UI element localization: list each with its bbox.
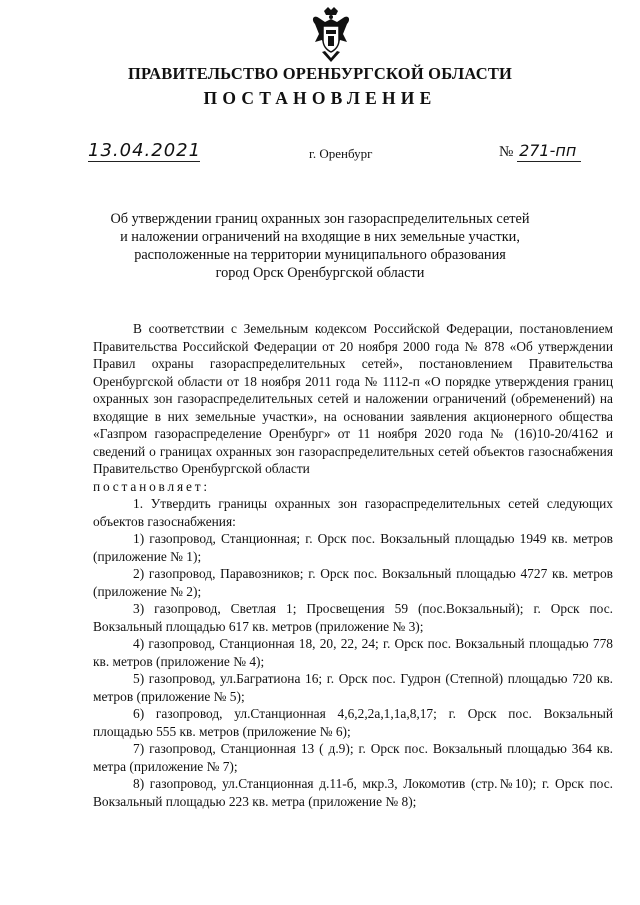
- list-item: 4) газопровод, Станционная 18, 20, 22, 24; г. Орск пос. Вокзальный площадью 778 кв. метров (приложение № 4);: [93, 636, 613, 669]
- decree-title: [80, 210, 560, 282]
- list-item: 3) газопровод, Светлая 1; Просвещения 59 (пос.Вокзальный); г. Орск пос. Вокзальный площадью 617 кв. метров (приложение № 3);: [93, 601, 613, 634]
- decree-number-block: [499, 141, 581, 162]
- list-item: 8) газопровод, ул.Станционная д.11-б, мкр.3, Локомотив (стр.№10); г. Орск пос. Вокзальный площадью 223 кв. метра (приложение № 8);: [93, 776, 613, 809]
- resolves-line: постановляет:: [93, 478, 210, 494]
- document-type: ПОСТАНОВЛЕНИЕ: [203, 88, 437, 108]
- coat-of-arms-icon: [310, 6, 352, 64]
- decree-number: 271-пп: [517, 141, 581, 162]
- title-line: город Орск Оренбургской области: [215, 265, 425, 281]
- list-item: 7) газопровод, Станционная 13 ( д.9); г. Орск пос. Вокзальный площадью 364 кв. метра (приложение № 7);: [93, 741, 613, 774]
- clause-1: 1. Утвердить границы охранных зон газораспределительных сетей следующих объектов газоснабжения:: [93, 496, 613, 529]
- list-item: 6) газопровод, ул.Станционная 4,6,2,2а,1,1а,8,17; г. Орск пос. Вокзальный площадью 555 кв. метров (приложение № 6);: [93, 706, 613, 739]
- title-line: расположенные на территории муниципального образования: [134, 247, 506, 263]
- government-name: ПРАВИТЕЛЬСТВО ОРЕНБУРГСКОЙ ОБЛАСТИ: [127, 64, 513, 83]
- decree-body: [93, 320, 613, 810]
- list-item: 2) газопровод, Паравозников; г. Орск пос. Вокзальный площадью 4727 кв. метров (приложение № 2);: [93, 566, 613, 599]
- decree-city: г. Оренбург: [309, 146, 373, 161]
- title-line: и наложении ограничений на входящие в них земельные участки,: [120, 229, 520, 245]
- decree-date: 13.04.2021: [88, 140, 202, 161]
- list-item: 1) газопровод, Станционная; г. Орск пос. Вокзальный площадью 1949 кв. метров (приложение № 1);: [93, 531, 613, 564]
- number-label: №: [499, 144, 514, 160]
- preamble-paragraph: В соответствии с Земельным кодексом Российской Федерации, постановлением Правительства Российской Федерации от 20 ноября 2000 года № 878 «Об утверждении Правил охраны газораспределительных сетей», постановлением Правительства Оренбургской области от 18 ноября 2011 года № 1112-п «О порядке утверждения границ охранных зон газораспределительных сетей и наложении ограничений (обременений) на входящие в них земельные участки», на основании заявления акционерного общества «Газпром газораспределение Оренбург» от 11 ноября 2020 года № (16)10-20/4162 и сведений о границах охранных зон газораспределительных сетей объектов газоснабжения Правительство Оренбургской области: [93, 321, 613, 476]
- title-line: Об утверждении границ охранных зон газораспределительных сетей: [110, 211, 530, 227]
- list-item: 5) газопровод, ул.Багратиона 16; г. Орск пос. Гудрон (Степной) площадью 720 кв. метров (приложение № 5);: [93, 671, 613, 704]
